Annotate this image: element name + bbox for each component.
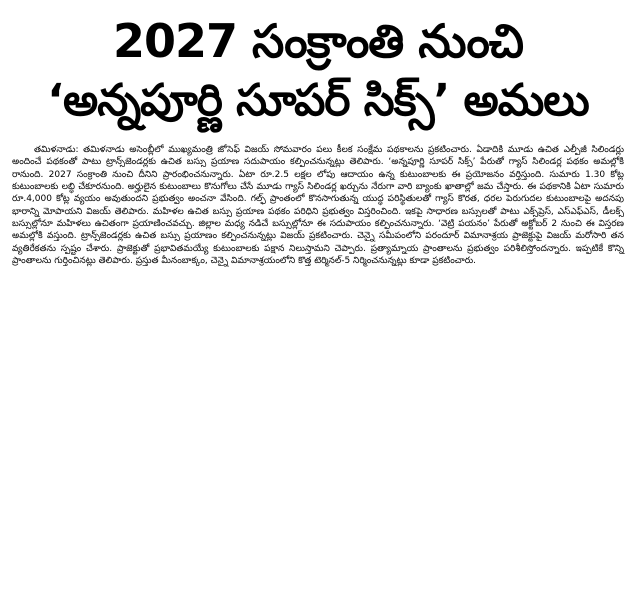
article-body: తమిళనాడు: తమిళనాడు అసెంబ్లీలో ముఖ్యమంత్రి జోసెఫ్ విజయ్ సోమవారం పలు కీలక సంక్షేమ పథకాలను ప్రకటించారు. ఏడాదికి మూడు ఉచిత ఎల్పీజీ సిలిండర్లు అందించే పథకంతో పాటు ట్రాన్స్‌జెండర్లకు ఉచిత బస్సు ప్రయాణ సదుపాయం కల్పించనున్నట్లు తెలిపారు. ‘అన్నపూర్ణి సూపర్ సిక్స్’ పేరుతో గ్యాస్ సిలిండర్ల పథకం అమల్లోకి రానుంది. 2027 సంక్రాంతి నుంచి దీనిని ప్రారంభించనున్నారు. ఏటా రూ.2.5 లక్షల లోపు ఆదాయం ఉన్న కుటుంబాలకు ఈ ప్రయోజనం వర్తిస్తుంది. సుమారు 1.30 కోట్ల కుటుంబాలకు లబ్ధి చేకూరనుంది. అర్హులైన కుటుంబాలు కొనుగోలు చేసే మూడు గ్యాస్ సిలిండర్ల ఖర్చును నేరుగా వారి బ్యాంకు ఖాతాల్లో జమ చేస్తారు. ఈ పథకానికి ఏటా సుమారు రూ.4,000 కోట్ల వ్యయం అవుతుందని ప్రభుత్వం అంచనా వేసింది. గల్ఫ్ ప్రాంతంలో కొనసాగుతున్న యుద్ధ పరిస్థితులతో గ్యాస్ కొరత, ధరల పెరుగుదల కుటుంబాలపై అదనపు భారాన్ని మోపాయని విజయ్ తెలిపారు. మహిళల ఉచిత బస్సు ప్రయాణ పథకం పరిధిని ప్రభుత్వం విస్తరించింది. ఇకపై సాధారణ బస్సులతో పాటు ఎక్స్‌ప్రెస్, ఎస్ఎఫ్ఎస్, డీలక్స్ బస్సుల్లోనూ మహిళలు ఉచితంగా ప్రయాణించవచ్చు. జిల్లాల మధ్య నడిచే బస్సుల్లోనూ ఈ సదుపాయం కల్పించనున్నారు. ‘వెట్రి పయనం’ పేరుతో అక్టోబర్ 2 నుంచి ఈ విస్తరణ అమల్లోకి వస్తుంది. ట్రాన్స్‌జెండర్లకు ఉచిత బస్సు ప్రయాణం కల్పించనున్నట్లు విజయ్ ప్రకటించారు. చెన్నై సమీపంలోని పరందూర్ విమానాశ్రయ ప్రాజెక్టుపై విజయ్ మరోసారి తన వ్యతిరేకతను స్పష్టం చేశారు. ప్రాజెక్టుతో ప్రభావితమయ్యే కుటుంబాలకు పక్షాన నిలుస్తామని చెప్పారు. ప్రత్యామ్నాయ ప్రాంతాలను ప్రభుత్వం పరిశీలిస్తోందన్నారు. ఇప్పటికే కొన్ని ప్రాంతాలను గుర్తించినట్లు తెలిపారు. ప్రస్తుత మీనంబాక్కం, చెన్నై విమానాశ్రయంలోని కొత్త టెర్మినల్-5 నిర్మించనున్నట్లు కూడా ప్రకటించారు. (12, 145, 624, 266)
headline-line-1: 2027 సంక్రాంతి నుంచి (112, 14, 524, 68)
headline-line-2: ‘అన్నపూర్ణి సూపర్ సిక్స్’ అమలు (47, 75, 589, 126)
headline (12, 10, 624, 130)
